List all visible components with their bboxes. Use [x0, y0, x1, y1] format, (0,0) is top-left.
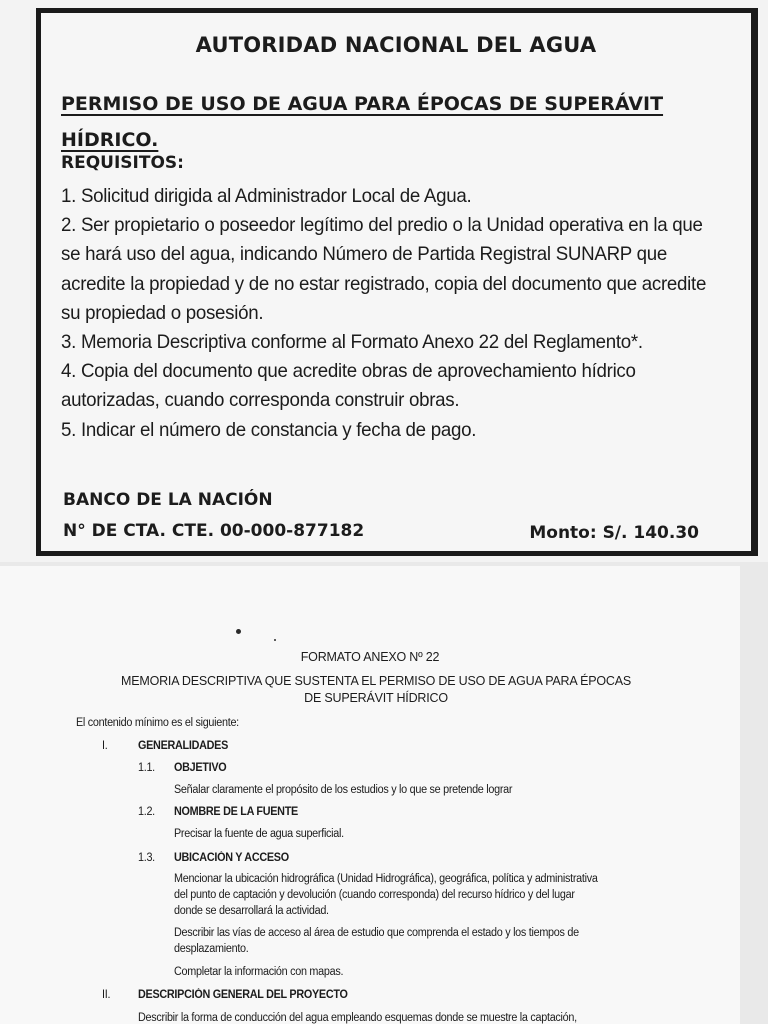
requirements-list — [61, 182, 714, 445]
requirements-heading: REQUISITOS: — [61, 153, 184, 173]
requirement-item: 2. Ser propietario o poseedor legítimo del predio o la Unidad operativa en la que se hará uso del agua, indicando Número de Partida Registral SUNARP que acredite la propiedad y de no estar registrado, copia del documento que acredite su propiedad o posesión. — [61, 214, 707, 324]
subsection-title: UBICACIÓN Y ACCESO — [174, 852, 289, 864]
requirement-item: 5. Indicar el número de constancia y fecha de pago. — [61, 418, 477, 441]
ink-speck — [236, 629, 241, 634]
notice-title: AUTORIDAD NACIONAL DEL AGUA — [195, 33, 597, 57]
payment-amount: Monto: S/. 140.30 — [529, 523, 699, 543]
form-intro: El contenido mínimo es el siguiente: — [76, 717, 239, 729]
bank-name: BANCO DE LA NACIÓN — [63, 490, 273, 510]
requirement-item: 1. Solicitud dirigida al Administrador Local de Agua. — [61, 185, 472, 207]
subsection-text: del punto de captación y devolución (cuando corresponda) del recurso hídrico y del lugar — [174, 889, 575, 901]
subsection-text: Mencionar la ubicación hidrográfica (Unidad Hidrográfica), geográfica, política y administrativa — [174, 873, 598, 885]
subsection-number: 1.1. — [138, 762, 155, 774]
form-heading — [0, 673, 752, 707]
form-heading-line: MEMORIA DESCRIPTIVA QUE SUSTENTA EL PERMISO DE USO DE AGUA PARA ÉPOCAS — [121, 674, 631, 688]
requirement-item: 3. Memoria Descriptiva conforme al Formato Anexo 22 del Reglamento*. — [61, 331, 643, 354]
section-number: I. — [102, 740, 108, 752]
subsection-text: Completar la información con mapas. — [174, 966, 344, 978]
notice-frame — [36, 8, 758, 556]
section-title: DESCRIPCIÓN GENERAL DEL PROYECTO — [138, 989, 348, 1001]
notice-subtitle: PERMISO DE USO DE AGUA PARA ÉPOCAS DE SUPERÁVIT HÍDRICO. — [61, 93, 664, 151]
form-sheet — [0, 566, 740, 1024]
subsection-number: 1.3. — [138, 852, 155, 864]
subsection-text: desplazamiento. — [174, 943, 249, 955]
subsection-title: OBJETIVO — [174, 762, 227, 774]
form-title: FORMATO ANEXO Nº 22 — [300, 650, 440, 664]
ink-speck — [274, 639, 276, 641]
section-text: Describir la forma de conducción del agua empleando esquemas donde se muestre la captación, — [138, 1012, 577, 1024]
subsection-text: Describir las vías de acceso al área de estudio que comprenda el estado y los tiempos de — [174, 927, 579, 939]
form-heading-line: DE SUPERÁVIT HÍDRICO — [304, 691, 448, 705]
subsection-text: Precisar la fuente de agua superficial. — [174, 828, 344, 840]
subsection-title: NOMBRE DE LA FUENTE — [174, 806, 298, 818]
account-number: N° DE CTA. CTE. 00-000-877182 — [63, 521, 365, 541]
section-title: GENERALIDADES — [138, 740, 229, 752]
subsection-text: donde se desarrollará la actividad. — [174, 905, 329, 917]
subsection-number: 1.2. — [138, 806, 155, 818]
subsection-text: Señalar claramente el propósito de los estudios y lo que se pretende lograr — [174, 784, 513, 796]
section-number: II. — [102, 989, 111, 1001]
requirement-item: 4. Copia del documento que acredite obras de aprovechamiento hídrico autorizadas, cuando corresponda construir obras. — [61, 360, 636, 412]
